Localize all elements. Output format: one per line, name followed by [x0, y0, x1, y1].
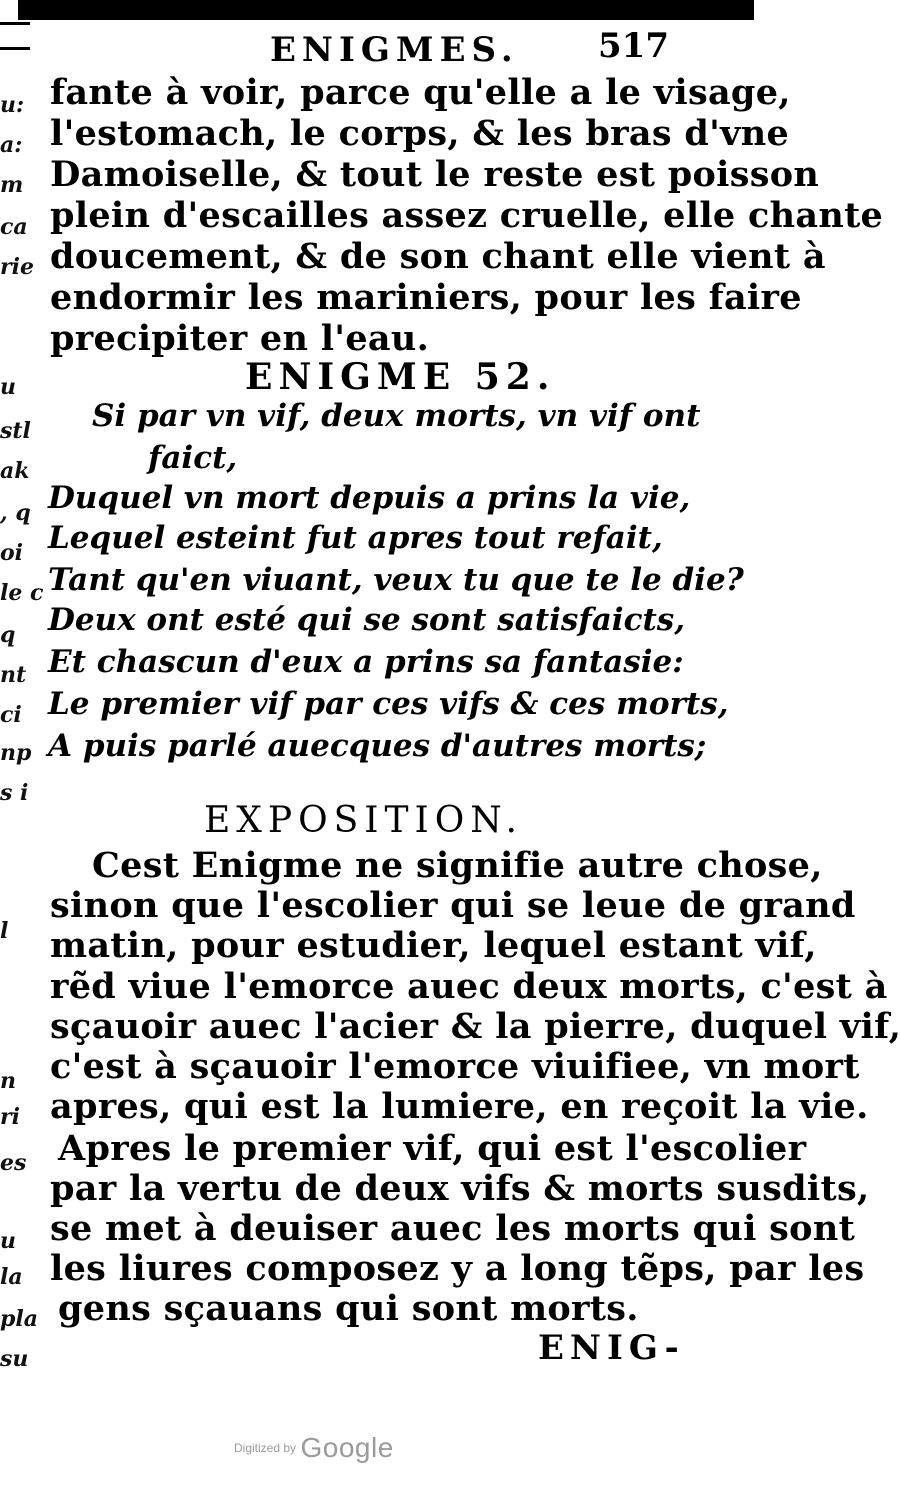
exposition-line: gens sçauans qui sont morts. [58, 1288, 639, 1329]
exposition-line: sinon que l'escolier qui se leue de grand [50, 885, 856, 926]
margin-fragment: la [0, 1264, 23, 1290]
verse-line: Duquel vn mort depuis a prins la vie, [48, 480, 691, 516]
margin-fragment: u [0, 374, 16, 400]
scan-left-edge-marks [0, 22, 30, 50]
margin-fragment: m [0, 172, 24, 198]
margin-fragment: pla [0, 1306, 38, 1332]
margin-fragment: nt [0, 662, 27, 688]
margin-fragment: ca [0, 214, 28, 240]
verse-line: Le premier vif par ces vifs & ces morts, [48, 686, 729, 722]
margin-fragment: l [0, 918, 9, 944]
body-line: l'estomach, le corps, & les bras d'vne [50, 113, 790, 154]
margin-fragment: n [0, 1068, 16, 1094]
verse-line: Deux ont esté qui se sont satisfaicts, [48, 602, 686, 638]
watermark-prefix: Digitized by [234, 1441, 297, 1455]
exposition-line: rẽd viue l'emorce auec deux morts, c'est à [50, 966, 888, 1007]
margin-fragment: np [0, 740, 32, 766]
verse-line: Et chascun d'eux a prins sa fantasie: [48, 644, 684, 680]
exposition-line: les liures composez y a long tẽps, par les [50, 1248, 865, 1289]
margin-fragment: su [0, 1346, 29, 1372]
body-line: precipiter en l'eau. [50, 318, 430, 359]
margin-fragment: oi [0, 540, 24, 566]
page-number: 517 [598, 26, 669, 66]
exposition-title: EXPOSITION. [204, 800, 523, 841]
margin-fragment: u [0, 1228, 16, 1254]
margin-fragment: q [0, 622, 16, 648]
google-logo: Google [300, 1432, 394, 1463]
body-line: plein d'escailles assez cruelle, elle chante [50, 195, 884, 236]
verse-line: Lequel esteint fut apres tout refait, [48, 520, 663, 556]
exposition-line: Cest Enigme ne signifie autre chose, [92, 845, 823, 886]
exposition-line: Apres le premier vif, qui est l'escolier [58, 1128, 807, 1169]
scan-top-edge [18, 0, 754, 20]
digitized-watermark [234, 1432, 394, 1464]
verse-line: Tant qu'en viuant, veux tu que te le die? [48, 562, 744, 598]
margin-fragment: ak [0, 458, 30, 484]
exposition-line: se met à deuiser auec les morts qui sont [50, 1208, 856, 1249]
margin-fragment: a: [0, 132, 23, 158]
verse-line: A puis parlé auecques d'autres morts; [48, 728, 707, 764]
exposition-line: apres, qui est la lumiere, en reçoit la vie. [50, 1086, 869, 1127]
running-head: ENIGMES. [270, 30, 519, 70]
enigma-title: ENIGME 52. [245, 356, 556, 398]
verse-line: Si par vn vif, deux morts, vn vif ont [92, 398, 701, 434]
margin-fragment: ci [0, 702, 22, 728]
margin-fragment: u: [0, 92, 25, 118]
margin-fragment: rie [0, 254, 34, 280]
margin-fragment: es [0, 1150, 27, 1176]
body-line: fante à voir, parce qu'elle a le visage, [50, 72, 791, 113]
margin-fragment: ri [0, 1104, 20, 1130]
body-line: Damoiselle, & tout le reste est poisson [50, 154, 820, 195]
exposition-line: sçauoir auec l'acier & la pierre, duquel vif, [50, 1006, 901, 1047]
margin-fragment: , q [0, 500, 31, 526]
body-line: doucement, & de son chant elle vient à [50, 236, 826, 277]
exposition-line: par la vertu de deux vifs & morts susdits, [50, 1168, 870, 1209]
exposition-line: c'est à sçauoir l'emorce viuifiee, vn mort [50, 1046, 860, 1087]
exposition-line: matin, pour estudier, lequel estant vif, [50, 925, 817, 966]
verse-line: faict, [148, 440, 238, 476]
body-line: endormir les mariniers, pour les faire [50, 277, 802, 318]
margin-fragment: s i [0, 780, 29, 806]
margin-fragment: le c [0, 580, 44, 606]
catchword: ENIG- [538, 1328, 685, 1368]
margin-fragment: stl [0, 418, 31, 444]
